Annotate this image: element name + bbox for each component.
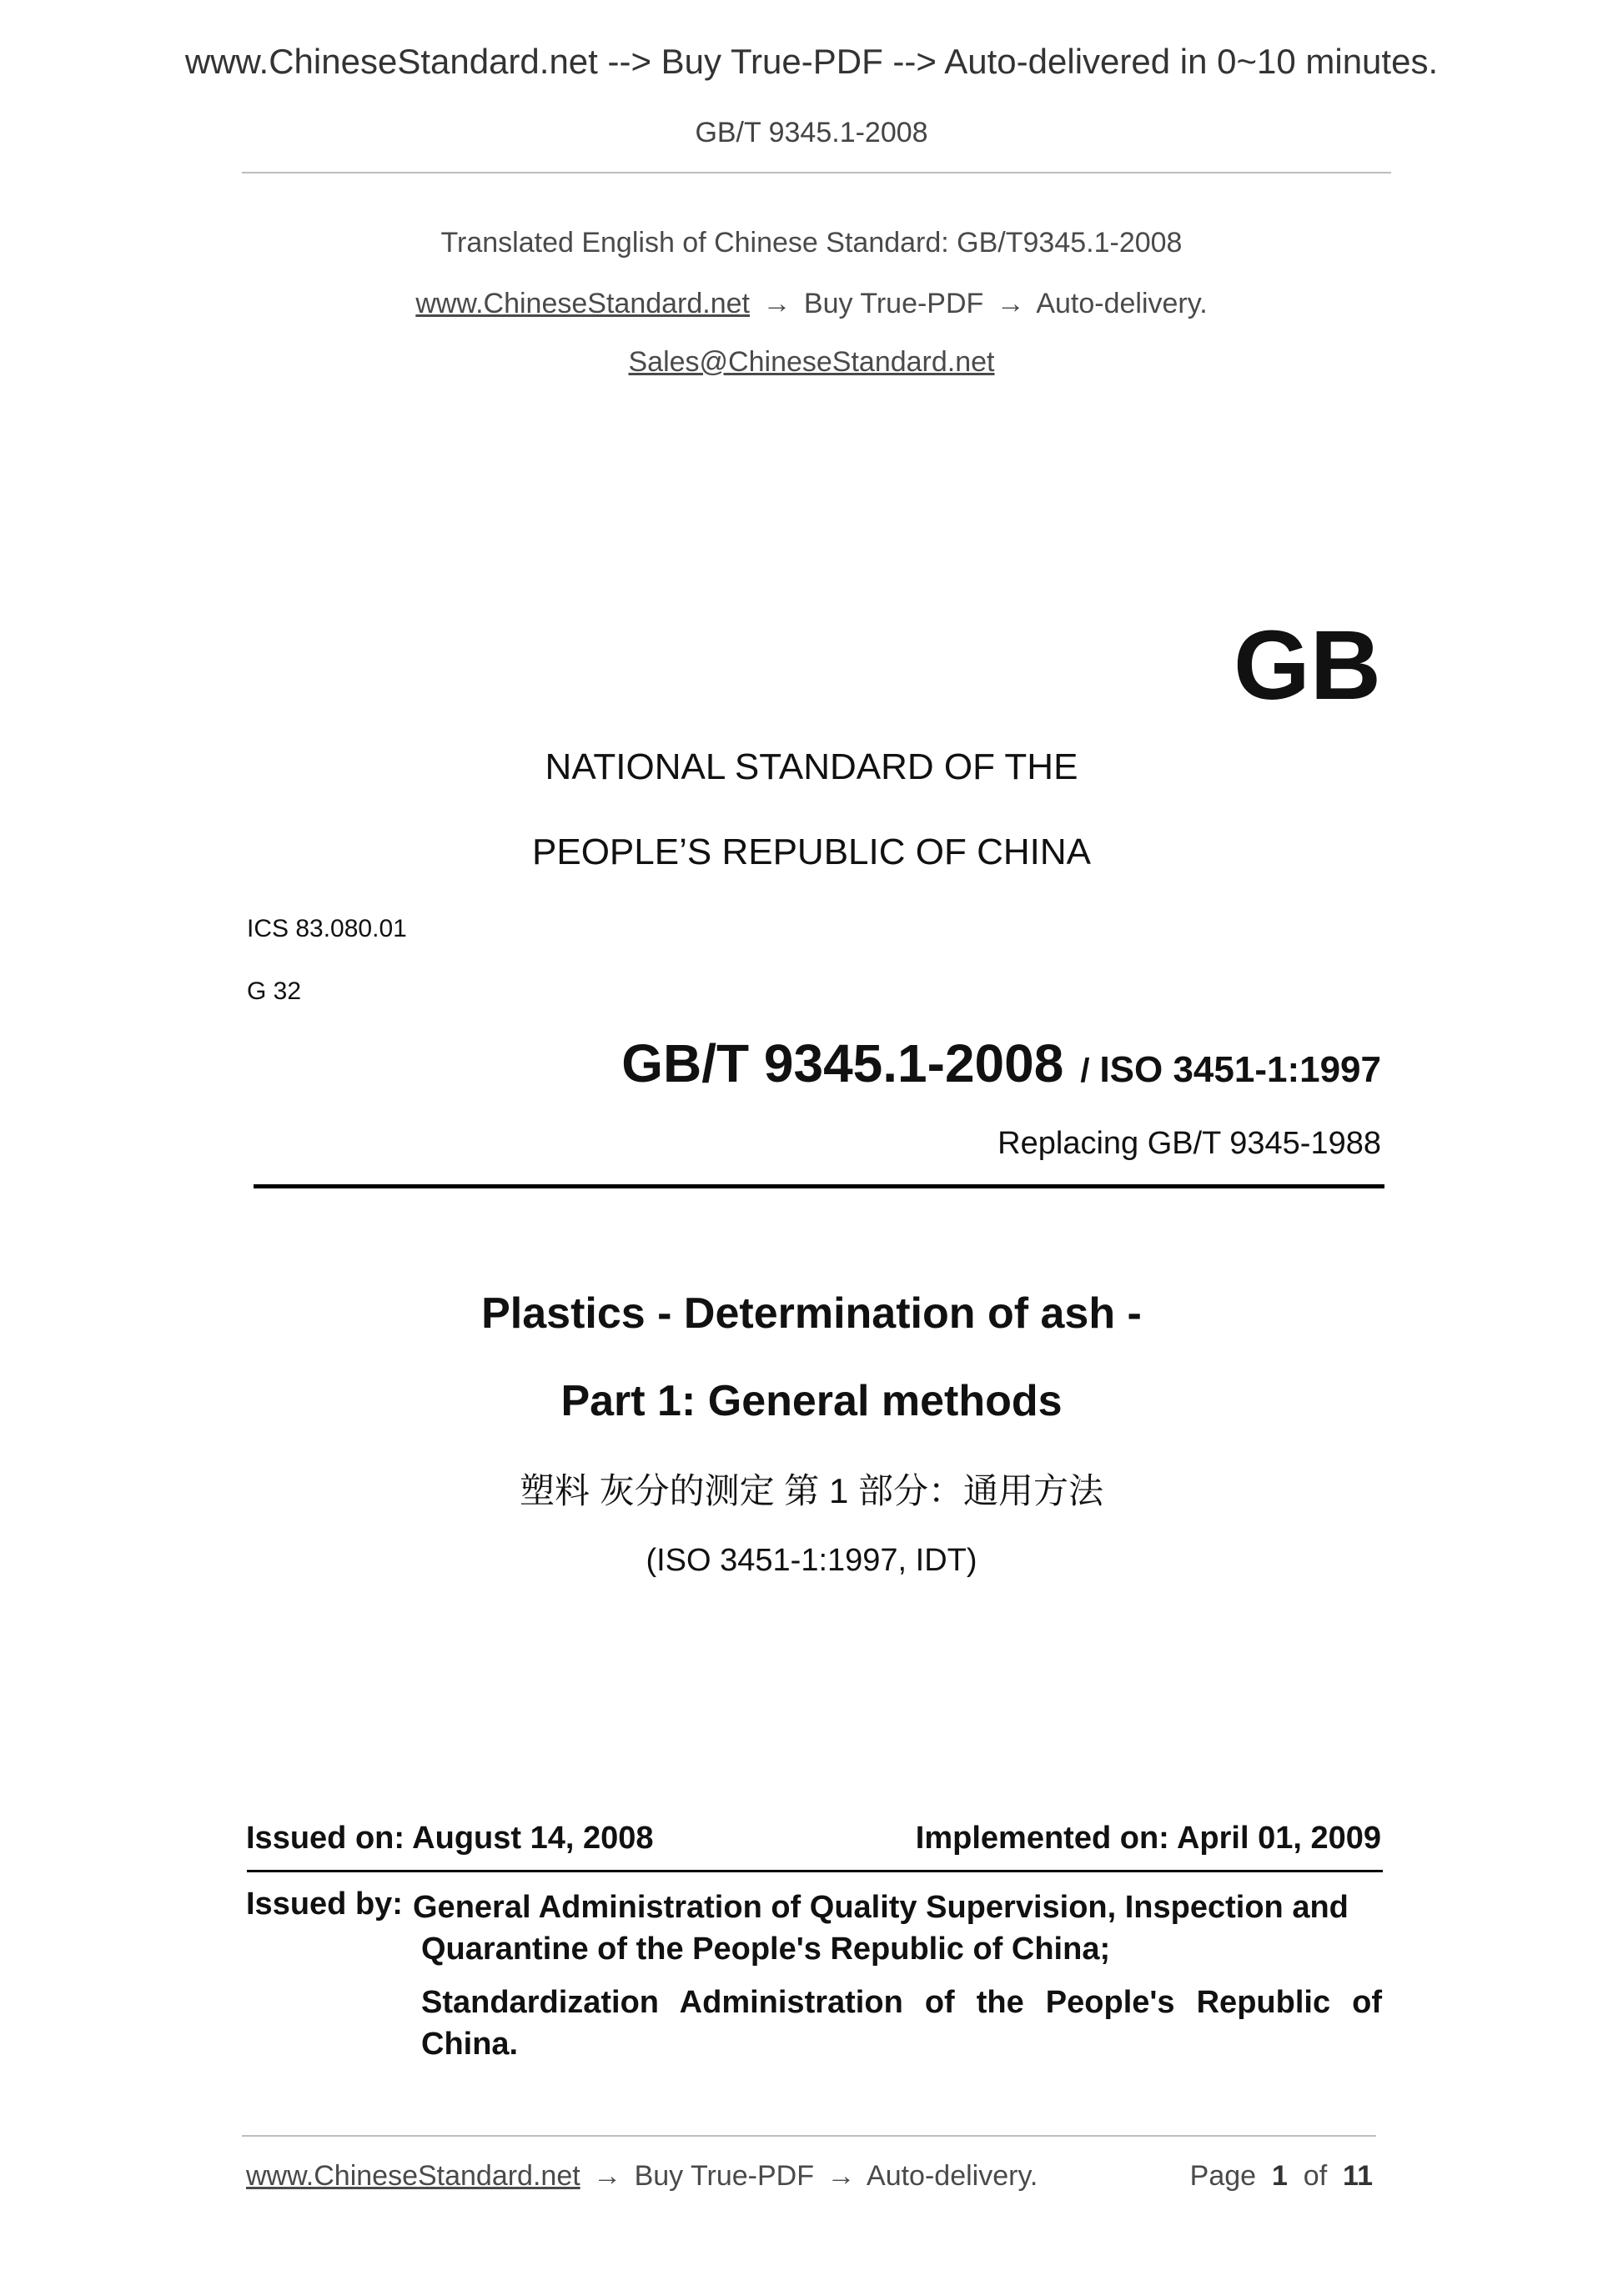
- intro-site-line: [0, 288, 1623, 320]
- auto-delivery-text: Auto-delivery.: [1036, 288, 1208, 319]
- footer-site-link[interactable]: www.ChineseStandard.net: [246, 2160, 580, 2192]
- title-divider: [254, 1184, 1384, 1188]
- issued-by-label: Issued by:: [246, 1887, 403, 1922]
- gb-logo: GB: [1234, 610, 1381, 721]
- sales-email-link[interactable]: Sales@ChineseStandard.net: [628, 346, 995, 378]
- footer-site-line: [246, 2160, 1038, 2193]
- arrow-right-icon: →: [762, 288, 791, 319]
- buy-true-pdf-text: Buy True-PDF: [803, 288, 984, 319]
- issuance-divider: [247, 1870, 1383, 1872]
- sales-email-line: [0, 346, 1623, 379]
- iso-number: ISO 3451-1:1997: [1099, 1049, 1381, 1090]
- footer-divider: [242, 2135, 1376, 2137]
- issuer-aqsiq-line2: Quarantine of the People's Republic of China;: [421, 1932, 1111, 1967]
- issuer-block: [413, 1887, 1382, 2065]
- site-link[interactable]: www.ChineseStandard.net: [415, 288, 750, 319]
- issuer-sac-line1: Standardization Administration of the People's Republic of: [421, 1985, 1382, 2020]
- issuer-sac-line2: China.: [421, 2027, 519, 2062]
- header-divider: [242, 172, 1391, 173]
- header-standard-code: GB/T 9345.1-2008: [695, 117, 928, 148]
- document-title-line1: Plastics - Determination of ash -: [481, 1289, 1142, 1338]
- standard-number-line: [621, 1032, 1381, 1094]
- footer-buy-text: Buy True-PDF: [634, 2160, 814, 2192]
- national-standard-line1: NATIONAL STANDARD OF THE: [545, 746, 1078, 787]
- national-standard-line2: PEOPLE’S REPUBLIC OF CHINA: [532, 831, 1091, 872]
- standard-slash: /: [1080, 1053, 1090, 1089]
- arrow-right-icon: →: [827, 2160, 856, 2192]
- issued-on-date: Issued on: August 14, 2008: [246, 1821, 654, 1856]
- implemented-on-date: Implemented on: April 01, 2009: [915, 1821, 1381, 1856]
- page-of: of: [1303, 2160, 1328, 2192]
- issuer-aqsiq: [413, 1887, 1382, 1970]
- arrow-right-icon: →: [996, 288, 1025, 319]
- translated-notice: Translated English of Chinese Standard: GB/T9345.1-2008: [440, 227, 1183, 259]
- arrow-right-icon: →: [593, 2160, 622, 2192]
- page-label: Page: [1189, 2160, 1257, 2192]
- g-classification: G 32: [247, 977, 302, 1005]
- document-title-chinese: 塑料 灰分的测定 第 1 部分：通用方法: [519, 1471, 1104, 1510]
- ics-code: ICS 83.080.01: [247, 915, 407, 942]
- page-total: 11: [1343, 2160, 1373, 2192]
- issuer-aqsiq-line1: General Administration of Quality Supervision, Inspection and: [413, 1890, 1349, 1925]
- idt-reference: (ISO 3451-1:1997, IDT): [646, 1543, 977, 1578]
- document-title-line2: Part 1: General methods: [560, 1377, 1063, 1425]
- page-current: 1: [1271, 2160, 1288, 2192]
- replacing-standard: Replacing GB/T 9345-1988: [997, 1126, 1381, 1161]
- footer-auto-text: Auto-delivery.: [867, 2160, 1038, 2192]
- page-indicator: [1190, 2160, 1373, 2193]
- top-banner: www.ChineseStandard.net --> Buy True-PDF --> Auto-delivered in 0~10 minutes.: [184, 42, 1439, 81]
- standard-number: GB/T 9345.1-2008: [621, 1033, 1064, 1093]
